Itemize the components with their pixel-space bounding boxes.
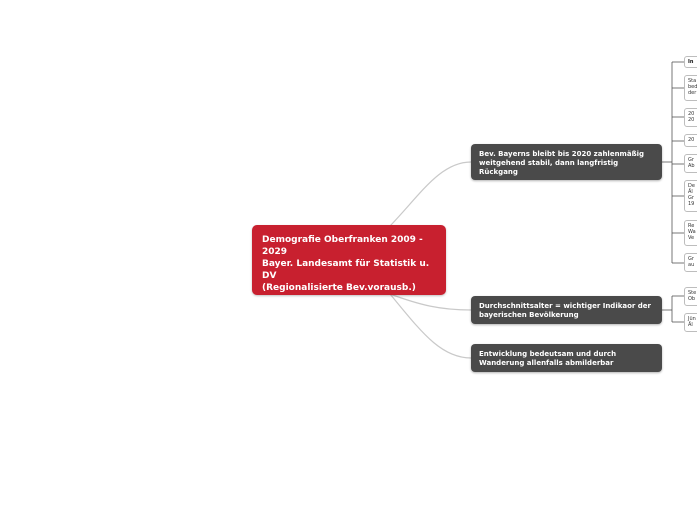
leaf-text: au (688, 262, 695, 268)
leaf-text: Äl (688, 322, 693, 328)
leaf-text: In (688, 59, 694, 65)
leaf-topic[interactable] (684, 253, 697, 272)
leaf-topic[interactable] (684, 75, 697, 101)
link-central-branch-3 (390, 294, 471, 358)
leaf-topic[interactable] (684, 313, 697, 332)
leaf-topic[interactable] (684, 56, 697, 68)
leaf-text: Ste (688, 290, 697, 296)
leaf-text: Gr (688, 256, 694, 262)
leaf-text: Wa (688, 229, 696, 235)
central-topic-line: Bayer. Landesamt für Statistik u. (262, 259, 430, 269)
central-topic[interactable] (252, 225, 446, 295)
leaf-text: Re (688, 223, 695, 229)
central-topic-line: 2029 (262, 247, 288, 257)
leaf-text: der (688, 90, 697, 96)
leaf-text: Ob (688, 296, 696, 302)
link-central-branch-2 (390, 294, 471, 310)
leaf-text: De (688, 183, 695, 189)
leaf-topic[interactable] (684, 220, 697, 246)
branch-topic-development[interactable]: Entwicklung bedeutsam und durch Wanderung allenfalls abmilderbar (471, 344, 662, 372)
central-topic-line: (Regionalisierte Bev.vorausb.) (262, 283, 416, 293)
leaf-topic[interactable] (684, 134, 697, 147)
leaf-text: Ve (688, 235, 695, 241)
leaf-text: Gr (688, 195, 694, 201)
leaf-text: Äl (688, 189, 693, 195)
leaf-text: 20 (688, 117, 695, 123)
central-topic-line: Demografie Oberfranken 2009 - (262, 235, 423, 245)
leaf-topic[interactable] (684, 154, 697, 173)
leaf-text: Jün (688, 316, 696, 322)
leaf-text: bed (688, 84, 697, 90)
leaf-topic[interactable] (684, 108, 697, 127)
leaf-topic[interactable] (684, 287, 697, 306)
link-central-branch-1 (390, 162, 471, 226)
leaf-text: 19 (688, 201, 695, 207)
leaf-text: Gr (688, 157, 694, 163)
leaf-text: 20 (688, 137, 695, 143)
leaf-text: Ab (688, 163, 695, 169)
branch-topic-average-age[interactable]: Durchschnittsalter = wichtiger Indikaor der bayerischen Bevölkerung (471, 296, 662, 324)
leaf-topic[interactable] (684, 180, 697, 212)
branch-topic-population[interactable]: Bev. Bayerns bleibt bis 2020 zahlenmäßig weitgehend stabil, dann langfristig Rückgang (471, 144, 662, 180)
leaf-text: Sta (688, 78, 697, 84)
central-topic-line: DV (262, 271, 277, 281)
leaf-text: 20 (688, 111, 695, 117)
